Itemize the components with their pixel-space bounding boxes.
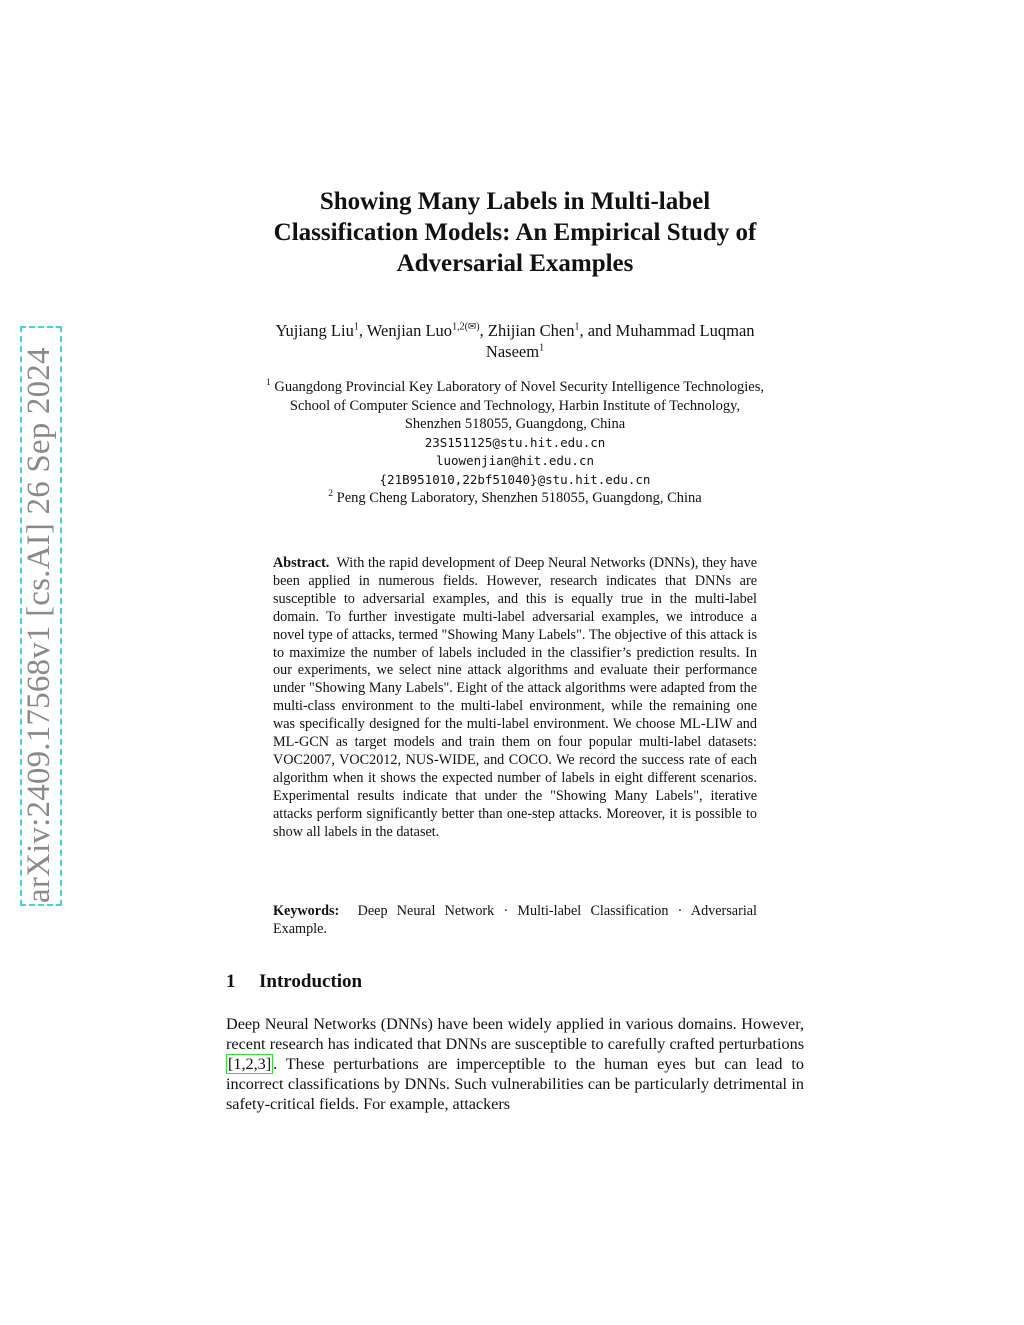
- affil-1-line-1: Guangdong Provincial Key Laboratory of Novel Security Intelligence Technologies,: [274, 379, 764, 395]
- paper-title: [220, 186, 810, 279]
- author-affil-mark: 1: [574, 321, 580, 333]
- affil-mark: 1: [266, 378, 271, 389]
- email-link[interactable]: luowenjian@hit.edu.cn: [435, 453, 595, 468]
- intro-paragraph: [226, 1014, 804, 1114]
- keywords-label: Keywords:: [273, 903, 340, 919]
- section-number: 1: [226, 971, 236, 992]
- author-affil-mark: 1: [353, 321, 359, 333]
- citation-link[interactable]: 3: [257, 1055, 266, 1073]
- affil-2-line: Peng Cheng Laboratory, Shenzhen 518055, Guangdong, China: [336, 490, 702, 506]
- abstract: [273, 555, 757, 842]
- abstract-text: With the rapid development of Deep Neural Networks (DNNs), they have been applied in numerous fields. However, research indicates that DNNs are susceptible to adversarial examples, and this is equally true in the multi-label domain. To further investigate multi-label adversarial examples, we introduce a novel type of attacks, termed "Showing Many Labels". The objective of this attack is to maximize the number of labels included in the classifier’s prediction results. In our experiments, we select nine attack algorithms and evaluate their performance under "Showing Many Labels". Eight of the attack algorithms were adapted from the multi-class environment to the multi-label environment, while the remaining one was specifically designed for the multi-label environment. We choose ML-LIW and ML-GCN as target models and train them on four popular multi-label datasets: VOC2007, VOC2012, NUS-WIDE, and COCO. We record the success rate of each algorithm when it shows the expected number of labels in eight different scenarios. Experimental results indicate that under the "Showing Many Labels", iterative attacks perform significantly better than one-step attacks. Moreover, it is possible to show all labels in the dataset.: [273, 555, 757, 840]
- affil-1-line-3: Shenzhen 518055, Guangdong, China: [404, 416, 626, 432]
- arxiv-identifier[interactable]: arXiv:2409.17568v1 [cs.AI] 26 Sep 2024: [21, 347, 57, 903]
- abstract-label: Abstract.: [273, 555, 330, 571]
- keywords: [273, 902, 757, 938]
- citation-link[interactable]: 1: [233, 1055, 242, 1073]
- keywords-text: Deep Neural Network · Multi-label Classification · Adversarial Example.: [273, 903, 758, 937]
- author-name: Zhijian Chen: [487, 321, 575, 340]
- email-link[interactable]: {21B951010,22bf51040}@stu.hit.edu.cn: [379, 471, 651, 487]
- author-name-continued: Naseem: [485, 342, 540, 361]
- author-name: Yujiang Liu: [275, 321, 354, 340]
- affil-1-line-2: School of Computer Science and Technology, Harbin Institute of Technology,: [289, 397, 741, 414]
- title-line-1: Showing Many Labels in Multi-label: [319, 188, 711, 215]
- email-link[interactable]: 23S151125@stu.hit.edu.cn: [424, 434, 606, 450]
- affiliations: [220, 378, 810, 508]
- citation-link-group[interactable]: [1,2,3]: [228, 1055, 272, 1073]
- intro-text-part-2: . These perturbations are imperceptible to the human eyes but can lead to incorrect classifications by DNNs. Such vulnerabilities can be particularly detrimental in safety-critical fields. For example, attackers: [226, 1055, 804, 1113]
- author-affil-mark: 1,2(✉): [452, 321, 480, 333]
- section-heading: [226, 971, 362, 993]
- author-name: Muhammad Luqman: [615, 321, 755, 340]
- author-list: Yujiang Liu$^1$, Wenjian Luo$^{1,2(✉)}$, Zhijian Chen$^1$, and Muhammad Luqman Naseem$^1$: [275, 321, 755, 361]
- affil-mark: 2: [328, 489, 333, 500]
- title-line-3: Adversarial Examples: [396, 250, 634, 277]
- intro-text-part-1: Deep Neural Networks (DNNs) have been widely applied in various domains. However, recent research has indicated that DNNs are susceptible to carefully crafted perturbations: [226, 1015, 804, 1053]
- section-title: Introduction: [259, 971, 363, 992]
- title-line-2: Classification Models: An Empirical Study of: [273, 219, 757, 246]
- author-affil-mark: 1: [539, 342, 545, 354]
- citation-link[interactable]: 2: [245, 1055, 254, 1073]
- author-name: Wenjian Luo: [366, 321, 453, 340]
